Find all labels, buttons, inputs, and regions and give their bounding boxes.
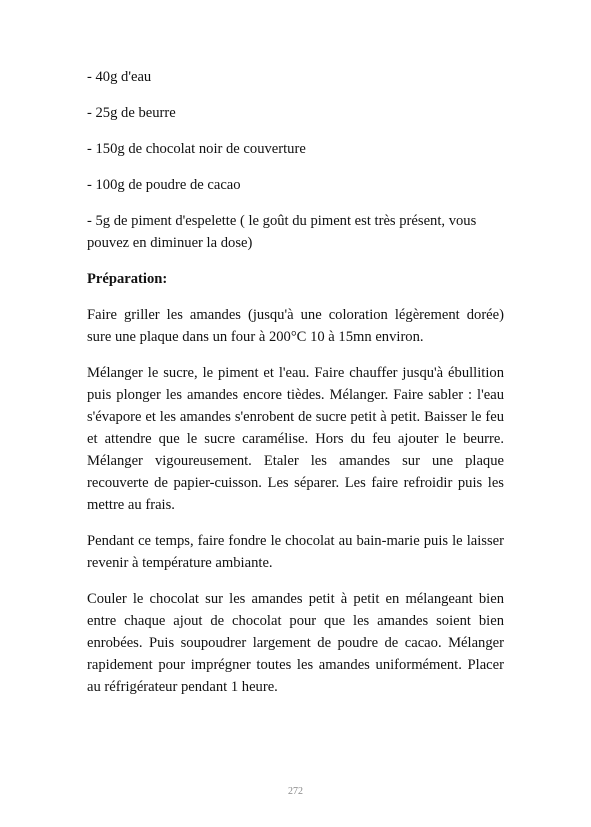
paragraph-coat-almonds: Couler le chocolat sur les amandes petit à petit en mélangeant bien entre chaque ajout de chocolat pour que les amandes soient bien enrobées. Puis soupoudrer largement de poudre de cacao. Mélanger rapidement pour imprégner toutes les amandes uniformément. Placer au réfrigérateur pendant 1 heure. <box>87 591 504 695</box>
page-content <box>87 66 504 712</box>
paragraph-roast-almonds: Faire griller les amandes (jusqu'à une coloration légèrement dorée) sure une plaque dans un four à 200°C 10 à 15mn environ. <box>87 307 504 345</box>
ingredient-cocoa-powder: - 100g de poudre de cacao <box>87 177 241 193</box>
ingredient-espelette-pepper: - 5g de piment d'espelette ( le goût du piment est très présent, vous pouvez en diminuer la dose) <box>87 213 477 251</box>
ingredient-butter: - 25g de beurre <box>87 105 176 121</box>
paragraph-caramelize: Mélanger le sucre, le piment et l'eau. Faire chauffer jusqu'à ébullition puis plonger les amandes encore tièdes. Mélanger. Faire sabler : l'eau s'évapore et les amandes s'enrobent de sucre petit à petit. Baisser le feu et attendre que le sucre caramélise. Hors du feu ajouter le beurre. Mélanger vigoureusement. Etaler les amandes sur une plaque recouverte de papier-cuisson. Les séparer. Les faire refroidir puis les mettre au frais. <box>87 365 504 513</box>
ingredient-water: - 40g d'eau <box>87 69 152 85</box>
page-number: 272 <box>288 786 303 797</box>
section-title: Préparation: <box>87 271 168 287</box>
paragraph-melt-chocolate: Pendant ce temps, faire fondre le chocolat au bain-marie puis le laisser revenir à température ambiante. <box>87 533 504 571</box>
ingredient-chocolate: - 150g de chocolat noir de couverture <box>87 141 306 157</box>
